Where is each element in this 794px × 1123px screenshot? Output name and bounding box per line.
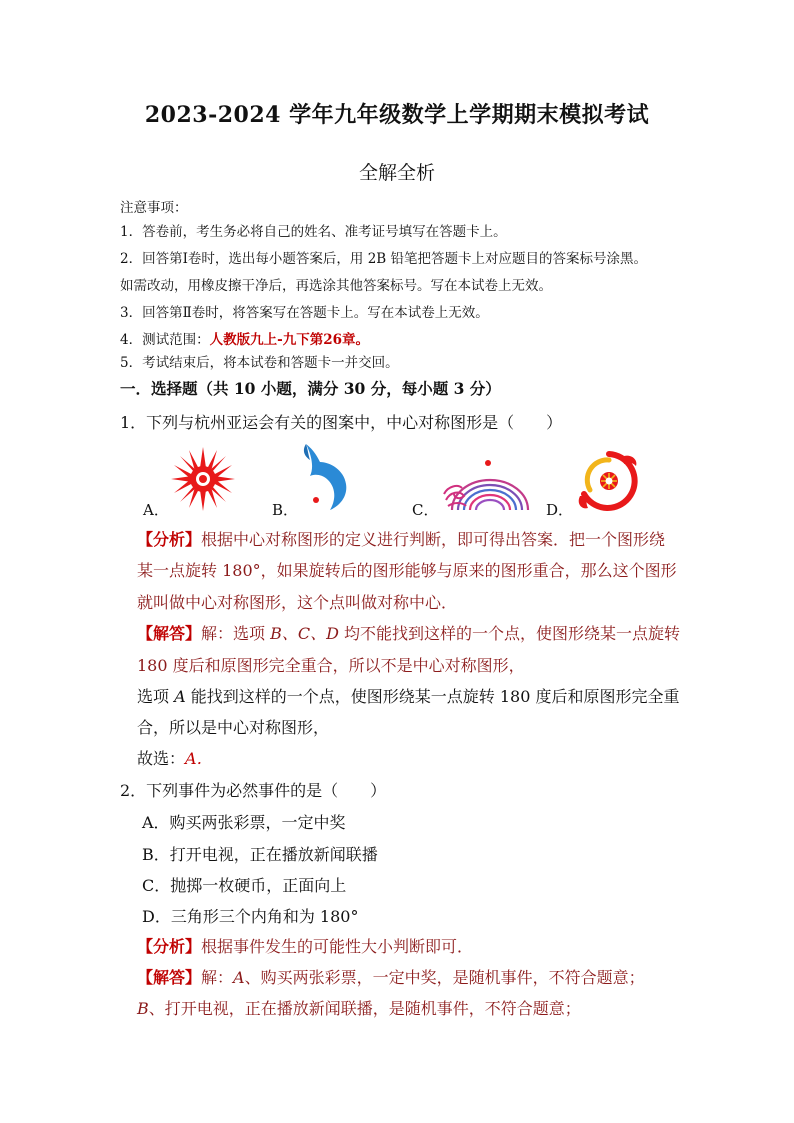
q1-answer-text-3a: 选项 — [137, 687, 175, 706]
q1-answer-text-3b: 能找到这样的一个点，使图形绕某一点旋转 180 度后和原图形完全重 — [185, 687, 680, 706]
note-2-continued: 如需改动，用橡皮擦干净后，再选涂其他答案标号。写在本试卷上无效。 — [120, 278, 552, 294]
note-2: 2．回答第Ⅰ卷时，选出每小题答案后，用 2B 铅笔把答题卡上对应题目的答案标号涂黑。 — [120, 251, 648, 267]
q2-stem: 2．下列事件为必然事件的是（ ） — [120, 781, 387, 800]
sun-emblem-icon — [170, 446, 236, 512]
q1-analysis-tag: 【分析】 — [137, 530, 202, 549]
note-4-range: 人教版九上-九下第26章。 — [209, 332, 369, 348]
dolphin-emblem-icon — [300, 440, 352, 512]
note-5: 5．考试结束后，将本试卷和答题卡一并交回。 — [120, 355, 399, 371]
q1-analysis-text-1: 根据中心对称图形的定义进行判断，即可得出答案．把一个图形绕 — [201, 530, 666, 549]
q1-option-c-label: C． — [412, 501, 439, 519]
q2-analysis-text: 根据事件发生的可能性大小判断即可． — [201, 937, 474, 956]
section-heading: 一．选择题（共 10 小题，满分 30 分，每小题 3 分） — [120, 379, 501, 398]
q1-choose-line — [137, 743, 213, 774]
note-4-prefix: 4．测试范围： — [120, 332, 210, 348]
q1-analysis-line-1 — [137, 524, 665, 555]
q2-answer-text-1b: 、购买两张彩票，一定中奖，是随机事件，不符合题意； — [244, 968, 645, 987]
q1-analysis-line-3: 就叫做中心对称图形，这个点叫做对称中心． — [137, 593, 458, 612]
q1-answer-line-2: 180 度后和原图形完全重合，所以不是中心对称图形， — [137, 656, 525, 675]
rainbow-bridge-emblem-icon — [440, 456, 532, 512]
q1-choose-prefix: 故选： — [137, 749, 186, 768]
dragon-ring-emblem-icon — [574, 450, 644, 512]
q1-answer-options-bcd: B、C、D — [270, 624, 339, 643]
q2-answer-text-1a: 解： — [201, 968, 234, 987]
q2-option-c: C．抛掷一枚硬币，正面向上 — [142, 876, 347, 895]
q2-answer-text-2: 、打开电视，正在播放新闻联播，是随机事件，不符合题意； — [148, 999, 581, 1018]
q1-answer-text-1a: 解：选项 — [201, 624, 271, 643]
notes-heading: 注意事项： — [120, 200, 188, 216]
q2-answer-option-b: B — [137, 999, 149, 1018]
page-subtitle: 全解全析 — [358, 162, 435, 184]
q2-option-d: D．三角形三个内角和为 180° — [142, 907, 359, 926]
q1-stem: 1．下列与杭州亚运会有关的图案中，中心对称图形是（ ） — [120, 413, 563, 432]
q1-choose-value: A． — [185, 749, 213, 768]
q1-option-d-label: D． — [546, 501, 574, 519]
q2-answer-tag: 【解答】 — [137, 968, 202, 987]
q1-answer-option-a: A — [174, 687, 186, 706]
q2-option-b: B．打开电视，正在播放新闻联播 — [142, 845, 378, 864]
note-3: 3．回答第Ⅱ卷时，将答案写在答题卡上。写在本试卷上无效。 — [120, 305, 489, 321]
q1-option-a-label: A． — [143, 501, 169, 519]
q1-option-b-label: B． — [272, 501, 299, 519]
note-4 — [120, 328, 369, 348]
q2-answer-option-a: A — [233, 968, 245, 987]
q2-analysis-line — [137, 931, 473, 962]
q1-answer-line-3 — [137, 681, 679, 712]
q1-answer-text-1b: 均不能找到这样的一个点，使图形绕某一点旋转 — [338, 624, 681, 643]
q2-answer-line-1 — [137, 962, 645, 993]
q2-answer-line-2 — [137, 993, 581, 1024]
q2-option-a: A．购买两张彩票，一定中奖 — [142, 813, 346, 832]
page-title: 2023-2024 学年九年级数学上学期期末模拟考试 — [144, 102, 650, 128]
q1-analysis-line-2: 某一点旋转 180°，如果旋转后的图形能够与原来的图形重合，那么这个图形 — [137, 561, 677, 580]
q1-answer-line-1 — [137, 618, 680, 649]
q2-analysis-tag: 【分析】 — [137, 937, 202, 956]
q1-answer-tag: 【解答】 — [137, 624, 202, 643]
q1-answer-line-4: 合，所以是中心对称图形， — [137, 718, 330, 737]
note-1: 1．答卷前，考生务必将自己的姓名、准考证号填写在答题卡上。 — [120, 224, 507, 240]
